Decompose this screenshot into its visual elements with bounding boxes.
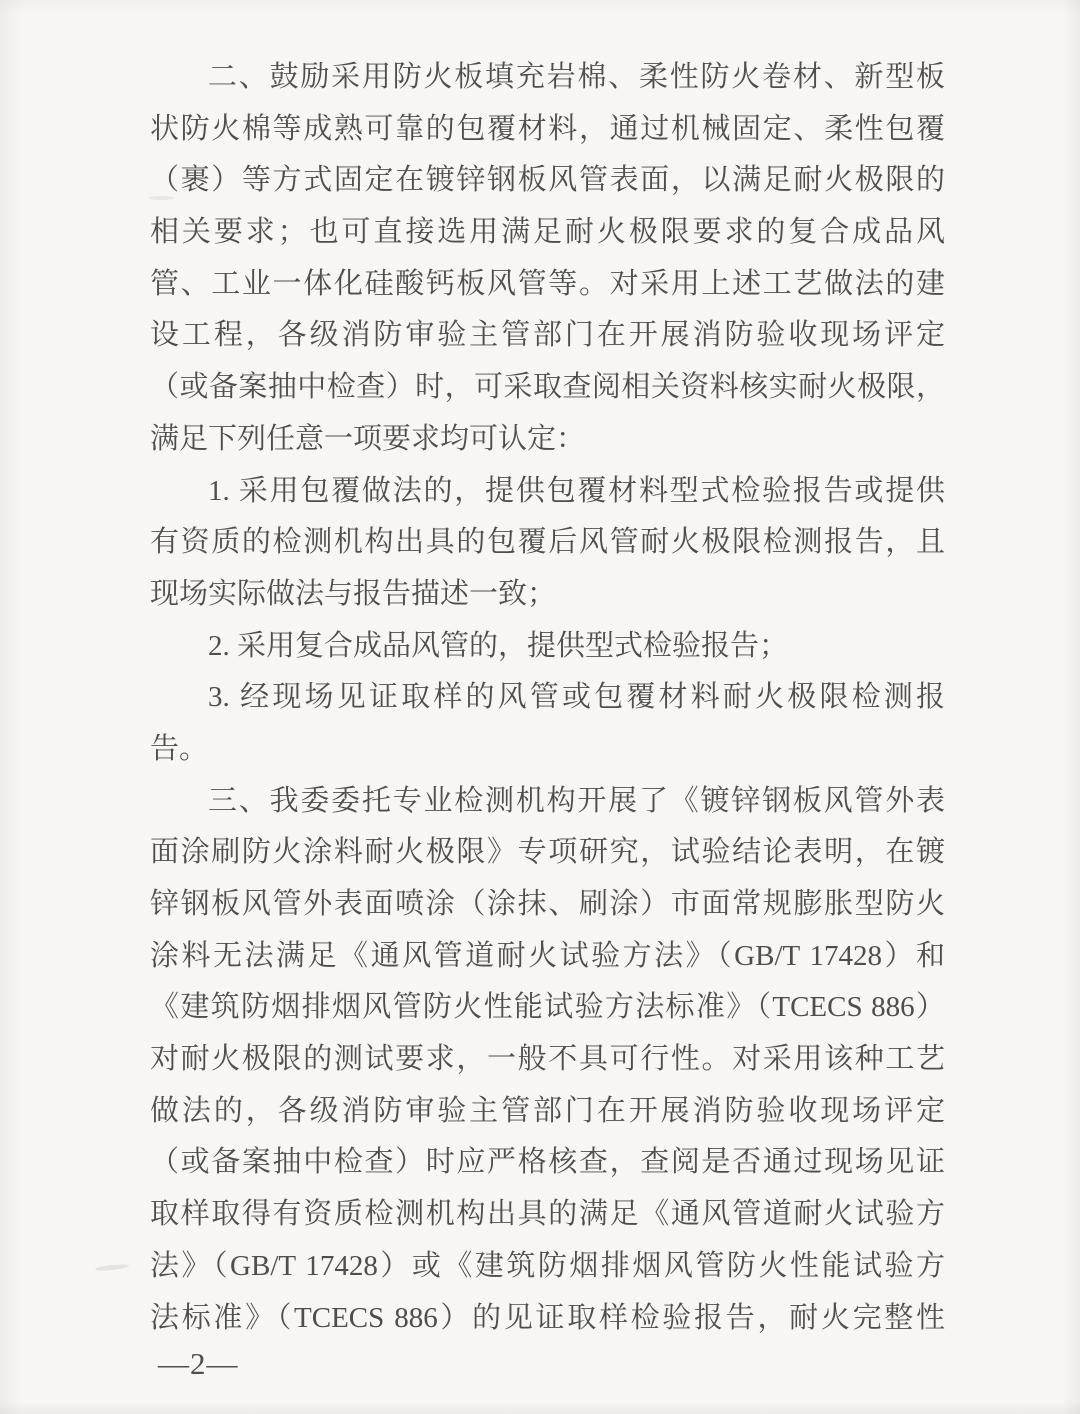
text-line: 状防火棉等成熟可靠的包覆材料，通过机械固定、柔性包覆 <box>150 112 945 145</box>
text-line: 告。 <box>150 732 209 765</box>
text-line: 锌钢板风管外表面喷涂（涂抹、刷涂）市面常规膨胀型防火 <box>150 888 945 920</box>
text-line: 法标准》（TCECS 886）的见证取样检验报告，耐火完整性 <box>150 1301 945 1334</box>
text-line: 法》（GB/T 17428）或《建筑防烟排烟风管防火性能试验方 <box>150 1249 945 1282</box>
text-line: 2. 采用复合成品风管的，提供型式检验报告； <box>208 629 789 662</box>
document-body <box>150 52 945 1344</box>
page-number: —2— <box>158 1346 239 1381</box>
text-line: 满足下列任意一项要求均可认定： <box>150 422 586 455</box>
text-line: 取样取得有资质检测机构出具的满足《通风管道耐火试验方 <box>150 1198 945 1231</box>
text-line: （或备案抽中检查）时应严格核查，查阅是否通过现场见证 <box>150 1146 945 1179</box>
text-line: 有资质的检测机构出具的包覆后风管耐火极限检测报告，且 <box>150 526 945 559</box>
text-line: 面涂刷防火涂料耐火极限》专项研究，试验结论表明，在镀 <box>150 836 945 869</box>
text-line: （裹）等方式固定在镀锌钢板风管表面，以满足耐火极限的 <box>150 164 945 197</box>
text-line: 《建筑防烟排烟风管防火性能试验方法标准》（TCECS 886） <box>150 991 945 1024</box>
text-line: 对耐火极限的测试要求，一般不具可行性。对采用该种工艺 <box>150 1043 945 1076</box>
text-line: （或备案抽中检查）时，可采取查阅相关资料核实耐火极限， <box>150 371 945 404</box>
text-line: 二、鼓励采用防火板填充岩棉、柔性防火卷材、新型板 <box>208 61 945 93</box>
text-line: 1. 采用包覆做法的，提供包覆材料型式检验报告或提供 <box>208 474 945 507</box>
text-line: 相关要求；也可直接选用满足耐火极限要求的复合成品风 <box>150 216 945 249</box>
text-line: 做法的，各级消防审验主管部门在开展消防验收现场评定 <box>150 1094 945 1127</box>
text-line: 3. 经现场见证取样的风管或包覆材料耐火极限检测报 <box>208 681 945 714</box>
text-line: 管、工业一体化硅酸钙板风管等。对采用上述工艺做法的建 <box>150 267 945 300</box>
text-line: 涂料无法满足《通风管道耐火试验方法》（GB/T 17428）和 <box>150 939 945 972</box>
text-line: 三、我委委托专业检测机构开展了《镀锌钢板风管外表 <box>208 784 945 817</box>
text-line: 设工程，各级消防审验主管部门在开展消防验收现场评定 <box>150 319 945 352</box>
text-line: 现场实际做法与报告描述一致； <box>150 577 557 610</box>
